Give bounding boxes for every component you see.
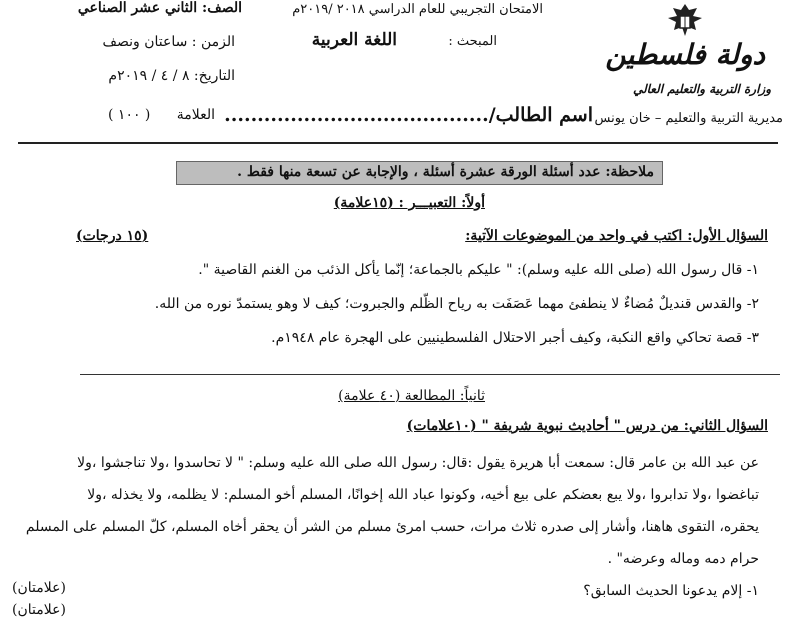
topic-item-3: ٣- قصة تحاكي واقع النكبة، وكيف أجبر الاحتلال الفلسطينيين على الهجرة عام ١٩٤٨م. (271, 330, 759, 346)
section2-title: ثانياً: المطالعة (٤٠ علامة) (338, 388, 485, 404)
directorate-name: مديرية التربية والتعليم – خان يونس (594, 111, 783, 126)
question1-title: السؤال الأول: اكتب في واحد من الموضوعات الآتية: (465, 228, 768, 244)
section1-title: أولاً: التعبيـــر : (١٥علامة) (333, 195, 485, 211)
mark-label: العلامة (176, 107, 215, 123)
passage-line-1: عن عبد الله بن عامر قال: سمعت أبا هريرة يقول :قال: رسول الله صلى الله عليه وسلم: " لا تحاسدوا ،ولا تناجشوا ،ولا (77, 455, 759, 471)
note-box (176, 161, 663, 185)
passage-line-4: حرام دمه وماله وعرضه" . (607, 551, 759, 567)
note-text: ملاحظة: عدد أسئلة الورقة عشرة أسئلة ، والإجابة عن تسعة منها فقط . (237, 164, 654, 180)
time-label: الزمن : ساعتان ونصف (102, 34, 235, 50)
exam-title: الامتحان التجريبي للعام الدراسي ٢٠١٨ /٢٠١٩م (292, 2, 543, 17)
question2-title: السؤال الثاني: من درس " أحاديث نبوية شريفة " (١٠علامات) (406, 418, 768, 434)
grade-label: الصف: الثاني عشر الصناعي (77, 0, 242, 16)
topic-item-2: ٢- والقدس قنديلٌ مُضاءٌ لا ينطفئ مهما عَصَفَت به رياح الظّلم والجبروت؛ كيف لا وهو يستمدّ نوره من الله. (154, 296, 759, 312)
student-name-field: اسم الطالب/........................................ (224, 104, 593, 126)
eagle-emblem-icon (662, 0, 708, 40)
passage-line-2: تباغضوا ،ولا تدابروا ،ولا يبع بعضكم على بيع أخيه، وكونوا عباد الله إخوانًا، المسلم أخو المسلم: لا يظلمه، ولا يخذله ،ولا (87, 487, 759, 503)
header-divider (18, 142, 778, 144)
subject-label: المبحث : (448, 34, 497, 49)
sub-question-1-points: (علامتان) (12, 580, 66, 596)
question1-points: (١٥ درجات) (76, 228, 149, 244)
ministry-name: وزارة التربية والتعليم العالي (632, 82, 771, 96)
state-name: دولة فلسطين (605, 38, 765, 71)
topic-item-1: ١- قال رسول الله (صلى الله عليه وسلم): " عليكم بالجماعة؛ إنّما يأكل الذئب من الغنم القاصية ". (198, 262, 759, 278)
sub-question-2-points: (علامتان) (12, 602, 66, 618)
date-label: التاريخ: ٨ / ٤ / ٢٠١٩م (108, 68, 235, 84)
passage-line-3: يحقره، التقوى هاهنا، وأشار إلى صدره ثلاث مرات، حسب امرئ مسلم من الشر أن يحقر أخاه المسلم، كلّ المسلم على المسلم (25, 519, 759, 535)
section-divider (80, 374, 780, 375)
subject-value: اللغة العربية (311, 30, 397, 50)
exam-header (0, 0, 795, 140)
mark-value: ( ١٠٠ ) (108, 107, 151, 123)
sub-question-1: ١- إلام يدعونا الحديث السابق؟ (583, 583, 759, 599)
